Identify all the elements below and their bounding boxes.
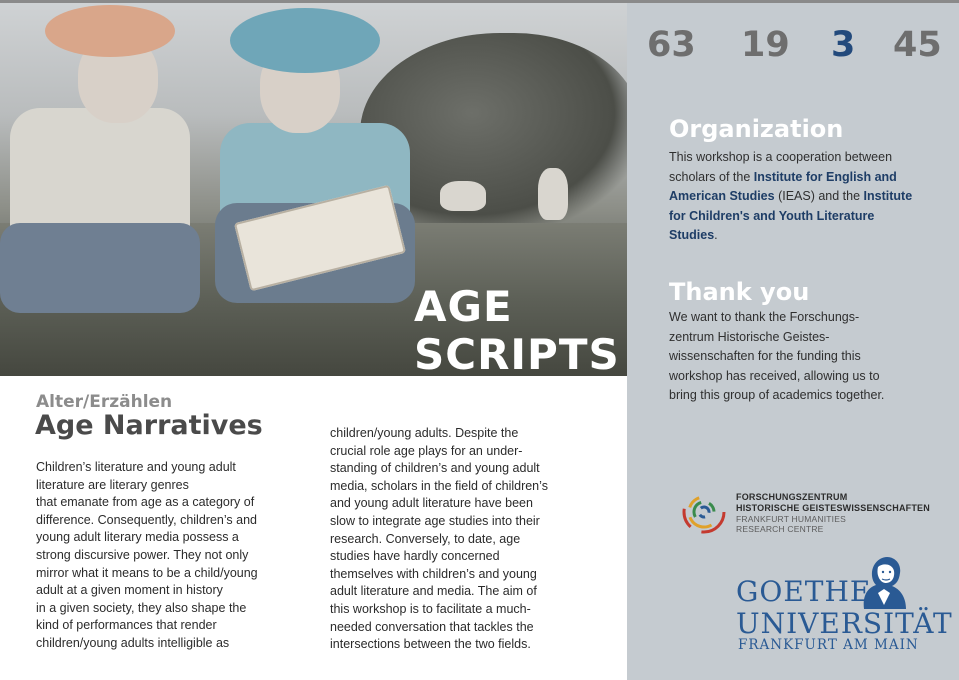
organization-text: This workshop is a cooperation between scholars of the Institute for English and American Studies (IEAS) and the Institute for Children's and Youth Literature Studies. [669,150,913,242]
fz-rings-icon [682,488,730,536]
title-line-1: AGE [414,282,513,331]
goethe-university-logo [736,553,953,653]
institute-children-name: Institute for Children's and Youth Literature Studies [669,189,913,242]
stats-row [627,25,959,71]
goethe-line-3: FRANKFURT AM MAIN [738,637,919,653]
section-heading: Age Narratives [35,410,263,441]
fz-line-1: FORSCHUNGSZENTRUM [736,492,848,502]
fz-line-4: RESEARCH CENTRE [736,524,824,534]
photo-child-right [210,3,440,333]
age-scripts-title [414,283,644,379]
photo-cow [440,181,486,211]
ieas-name: Institute for English and American Studies [669,169,897,203]
fz-line-2: HISTORISCHE GEISTESWISSENSCHAFTEN [736,503,930,513]
organization-heading: Organization [669,115,844,143]
goethe-line-1: GOETHE [736,575,872,608]
text-column-2: children/young adults. Despite the crucial role age plays for an under- standing of children’s and young adult media, scholars in the field of children’s and young adult literature have been slow to integrate age studies into their research. Conversely, to date, age studies have hardly concerned themselves with children’s and young adult literature and media. The aim of this workshop is to facilitate a much- needed conversation that tackles the intersections between the two fields. [330,426,548,652]
thanks-text: We want to thank the Forschungs- zentrum Historische Geistes- wissenschaften for the funding this workshop has received, allowing us to bring this group of academics together. [669,310,885,402]
forschungszentrum-logo [682,488,942,536]
photo-cow-2 [538,168,568,220]
section-kicker: Alter/Erzählen [36,392,173,412]
text-column-1: Children’s literature and young adult literature are literary genres that emanate from age as a category of difference. Consequently, children’s and young adult literary media possess a strong discursive power. They not only mirror what it means to be a child/young adult at a given moment in history in a given society, they also shape the kind of performances that render children/young adults intelligible as [36,460,258,650]
fz-line-3: FRANKFURT HUMANITIES [736,514,846,524]
title-line-2: SCRIPTS [414,330,620,379]
photo-child-left [0,3,200,323]
goethe-line-2: UNIVERSITÄT [736,607,953,640]
thanks-heading: Thank you [669,278,810,306]
stat-1: 63 [647,25,696,65]
stat-2: 19 [741,25,790,65]
stat-3: 3 [831,25,856,65]
stat-4: 45 [893,25,942,65]
